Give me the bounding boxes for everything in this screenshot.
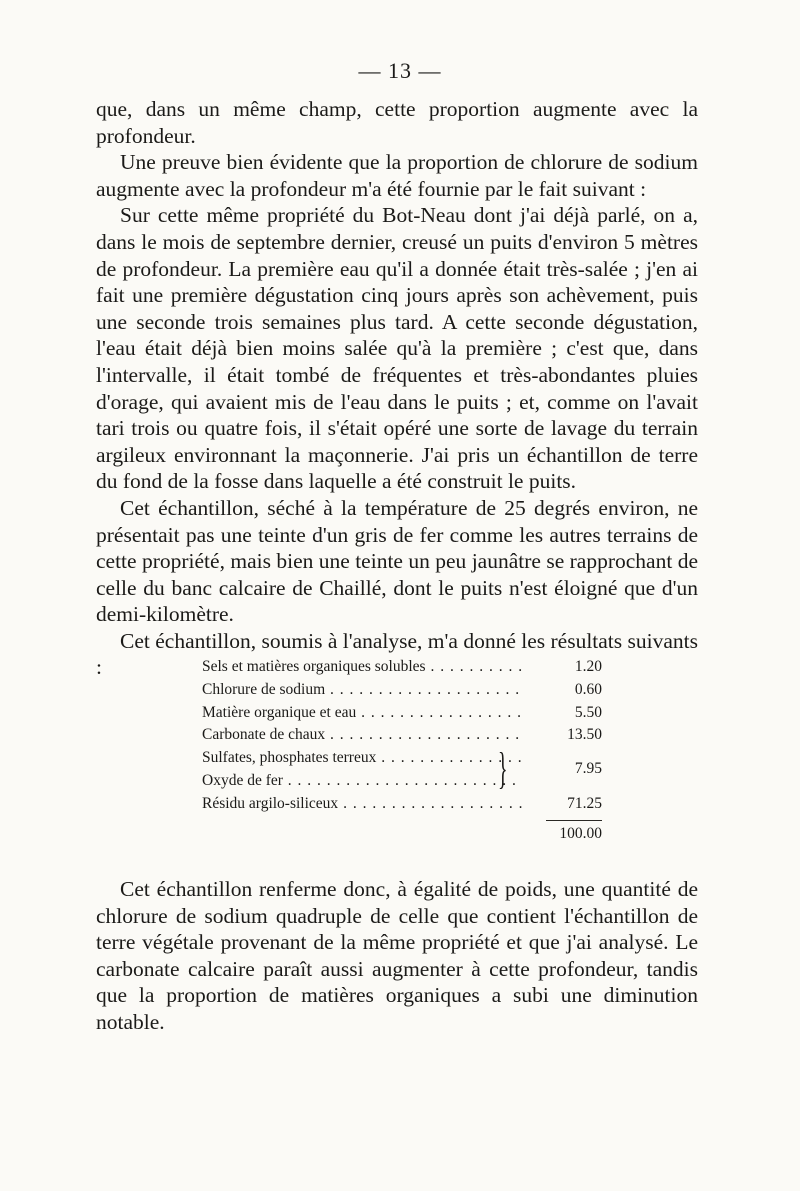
total-row (202, 823, 602, 846)
table-row (202, 679, 602, 702)
table-row (202, 656, 602, 679)
row-value: 1.20 (574, 658, 602, 675)
row-value: 13.50 (567, 726, 602, 744)
group-value: 7.95 (574, 760, 602, 778)
row-value: 71.25 (567, 794, 602, 812)
total-value: 100.00 (559, 824, 602, 842)
body-text (96, 96, 698, 681)
grouped-rows (202, 744, 602, 794)
page-number: — 13 — (358, 58, 442, 83)
row-label: Carbonate de chaux . . . (202, 724, 522, 747)
row-label: Résidu argilo-siliceux . . . (202, 793, 522, 816)
paragraph: Cet échantillon, soumis à l'analyse, m'a donné les résultats suivants : (96, 628, 698, 680)
paragraph: que, dans un même champ, cette proportion augmente avec la profondeur. (96, 97, 698, 148)
table-row (202, 793, 602, 816)
row-value: 5.50 (574, 703, 602, 721)
paragraph: Une preuve bien évidente que la proportion de chlorure de sodium augmente avec la profondeur m'a été fournie par le fait suivant : (96, 150, 698, 201)
row-label: Oxyde de fer . . . (202, 770, 522, 793)
paragraph: Cet échantillon, séché à la température de 25 degrés environ, ne présentait pas une teinte d'un gris de fer comme les autres terrains de cette propriété, mais bien une teinte un peu jaunâtre se rapprochant de celle du banc calcaire de Chaillé, dont le puits n'est éloigné que d'un demi-kilomètre. (96, 495, 698, 627)
closing-text (96, 876, 698, 1036)
row-label: Sels et matières organiques solubles . . . (202, 656, 522, 679)
table-row (202, 724, 602, 747)
row-value: 0.60 (574, 680, 602, 698)
paragraph: Sur cette même propriété du Bot-Neau dont j'ai déjà parlé, on a, dans le mois de septembre dernier, creusé un puits d'environ 5 mètres de profondeur. La première eau qu'il a donnée était très-salée ; j'en ai fait une première dégustation cinq jours après son achèvement, puis une seconde trois semaines plus tard. A cette seconde dégustation, l'eau était déjà bien moins salée qu'à la première ; c'est que, dans l'intervalle, il était tombé de fréquentes et très-abondantes pluies d'orage, qui avaient mis de l'eau dans le puits ; et, comme on l'avait tari trois ou quatre fois, il s'était opéré une sorte de lavage du terrain argileux environnant la maçonnerie. J'ai pris un échantillon de terre du fond de la fosse dans laquelle a été construit le puits. (96, 203, 698, 494)
row-label: Sulfates, phosphates terreux . . . (202, 747, 522, 770)
row-label: Chlorure de sodium . . . (202, 679, 522, 702)
sum-rule (546, 820, 602, 821)
table-row (202, 702, 602, 725)
curly-brace-icon: } (498, 744, 508, 794)
row-label: Matière organique et eau . . . (202, 702, 522, 725)
analysis-table (202, 656, 602, 845)
paragraph: Cet échantillon renferme donc, à égalité de poids, une quantité de chlorure de sodium quadruple de celle que contient l'échantillon de terre végétale provenant de la même propriété et que j'ai analysé. Le carbonate calcaire paraît aussi augmenter à cette profondeur, tandis que la proportion de matières organiques a subi une diminution notable. (96, 877, 698, 1034)
